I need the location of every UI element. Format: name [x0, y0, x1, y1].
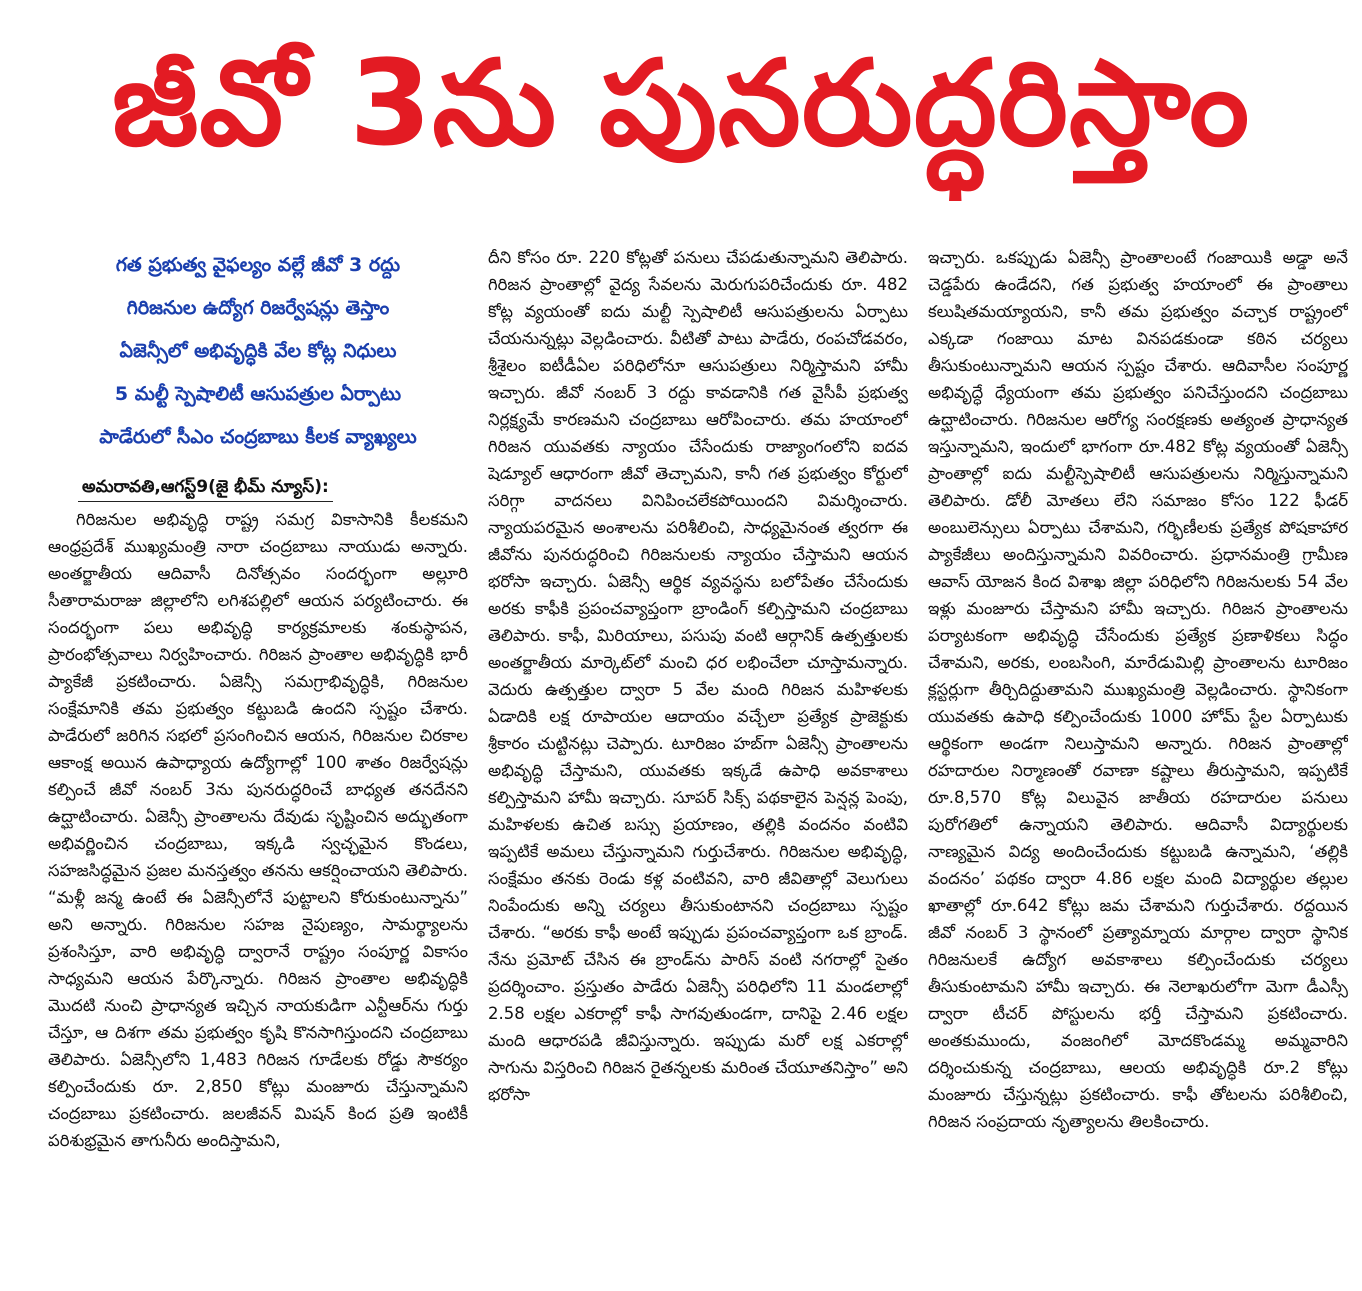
article-column-3	[928, 244, 1348, 1279]
article-column-1	[48, 244, 468, 1279]
highlight-item: ఏజెన్సీలో అభివృద్ధికి వేల కోట్ల నిధులు	[119, 340, 397, 362]
highlight-item: గత ప్రభుత్వ వైఫల్యం వల్లే జీవో 3 రద్దు	[115, 254, 401, 276]
article-text-column-2: దీని కోసం రూ. 220 కోట్లతో పనులు చేపడుతున్నామని తెలిపారు. గిరిజన ప్రాంతాల్లో వైద్య సేవలను మెరుగుపరిచేందుకు రూ. 482 కోట్ల వ్యయంతో ఐదు మల్టీ స్పెషాలిటీ ఆసుపత్రులను ఏర్పాటు చేయనున్నట్లు వెల్లడించారు. వీటితో పాటు పాడేరు, రంపచోడవరం, శ్రీశైలం ఐటీడీఏల పరిధిలోనూ ఆసుపత్రులు నిర్మిస్తామని హామీ ఇచ్చారు. జీవో నంబర్ 3 రద్దు కావడానికి గత వైసీపీ ప్రభుత్వ నిర్లక్ష్యమే కారణమని చంద్రబాబు ఆరోపించారు. తమ హయాంలో గిరిజన యువతకు న్యాయం చేసేందుకు రాజ్యాంగంలోని ఐదవ షెడ్యూల్ ఆధారంగా జీవో తెచ్చామని, కానీ గత ప్రభుత్వం కోర్టులో సరిగ్గా వాదనలు వినిపించలేకపోయిందని విమర్శించారు. న్యాయపరమైన అంశాలను పరిశీలించి, సాధ్యమైనంత త్వరగా ఈ జీవోను పునరుద్ధరించి గిరిజనులకు న్యాయం చేస్తామని ఆయన భరోసా ఇచ్చారు. ఏజెన్సీ ఆర్థిక వ్యవస్థను బలోపేతం చేసేందుకు అరకు కాఫీకి ప్రపంచవ్యాప్తంగా బ్రాండింగ్ కల్పిస్తామని చంద్రబాబు తెలిపారు. కాఫీ, మిరియాలు, పసుపు వంటి ఆర్గానిక్ ఉత్పత్తులకు అంతర్జాతీయ మార్కెట్‌లో మంచి ధర లభించేలా చూస్తామన్నారు. వెదురు ఉత్పత్తుల ద్వారా 5 వేల మంది గిరిజన మహిళలకు ఏడాదికి లక్ష రూపాయల ఆదాయం వచ్చేలా ప్రత్యేక ప్రాజెక్టుకు శ్రీకారం చుట్టినట్లు చెప్పారు. టూరిజం హబ్‌గా ఏజెన్సీ ప్రాంతాలను అభివృద్ధి చేస్తామని, యువతకు ఇక్కడే ఉపాధి అవకాశాలు కల్పిస్తామని హామీ ఇచ్చారు. సూపర్ సిక్స్ పథకాలైన పెన్షన్ల పెంపు, మహిళలకు ఉచిత బస్సు ప్రయాణం, తల్లికి వందనం వంటివి ఇప్పటికే అమలు చేస్తున్నామని గుర్తుచేశారు. గిరిజనుల అభివృద్ధి, సంక్షేమం తనకు రెండు కళ్ల వంటివని, వారి జీవితాల్లో వెలుగులు నింపేందుకు అన్ని చర్యలు తీసుకుంటానని చంద్రబాబు స్పష్టం చేశారు. “అరకు కాఫీ అంటే ఇప్పుడు ప్రపంచవ్యాప్తంగా ఒక బ్రాండ్. నేను ప్రమోట్ చేసిన ఈ బ్రాండ్‌ను పారిస్ వంటి నగరాల్లో సైతం ప్రదర్శించాం. ప్రస్తుతం పాడేరు ఏజెన్సీ పరిధిలోని 11 మండలాల్లో 2.58 లక్షల ఎకరాల్లో కాఫీ సాగవుతుండగా, దానిపై 2.46 లక్షల మంది ఆధారపడి జీవిస్తున్నారు. ఇప్పుడు మరో లక్ష ఎకరాల్లో సాగును విస్తరించి గిరిజన రైతన్నలకు మరింత చేయూతనిస్తాం” అని భరోసా	[488, 248, 908, 1104]
highlights-list	[48, 244, 468, 459]
highlight-item: గిరిజనుల ఉద్యోగ రిజర్వేషన్లు తెస్తాం	[126, 297, 390, 319]
highlight-item: 5 మల్టీ స్పెషాలిటీ ఆసుపత్రుల ఏర్పాటు	[114, 383, 402, 405]
dateline: అమరావతి,ఆగస్ట్9(జై భీమ్ న్యూస్):	[78, 473, 333, 502]
article-text-column-1: గిరిజనుల అభివృద్ధి రాష్ట్ర సమగ్ర వికాసానికి కీలకమని ఆంధ్రప్రదేశ్ ముఖ్యమంత్రి నారా చంద్రబాబు నాయుడు అన్నారు. అంతర్జాతీయ ఆదివాసీ దినోత్సవం సందర్భంగా అల్లూరి సీతారామరాజు జిల్లాలోని లగిశపల్లిలో ఆయన పర్యటించారు. ఈ సందర్భంగా పలు అభివృద్ధి కార్యక్రమాలకు శంకుస్థాపన, ప్రారంభోత్సవాలు నిర్వహించారు. గిరిజన ప్రాంతాల అభివృద్ధికి భారీ ప్యాకేజీ ప్రకటించారు. ఏజెన్సీ సమగ్రాభివృద్ధికి, గిరిజనుల సంక్షేమానికి తమ ప్రభుత్వం కట్టుబడి ఉందని స్పష్టం చేశారు. పాడేరులో జరిగిన సభలో ప్రసంగించిన ఆయన, గిరిజనుల చిరకాల ఆకాంక్ష అయిన ఉపాధ్యాయ ఉద్యోగాల్లో 100 శాతం రిజర్వేషన్లు కల్పించే జీవో నంబర్ 3ను పునరుద్ధరించే బాధ్యత తనదేనని ఉద్ఘాటించారు. ఏజెన్సీ ప్రాంతాలను దేవుడు సృష్టించిన అద్భుతంగా అభివర్ణించిన చంద్రబాబు, ఇక్కడి స్వచ్ఛమైన కొండలు, సహజసిద్ధమైన ప్రజల మనస్తత్వం తనను ఆకర్షించాయని తెలిపారు. “మళ్లీ జన్మ ఉంటే ఈ ఏజెన్సీలోనే పుట్టాలని కోరుకుంటున్నాను” అని అన్నారు. గిరిజనుల సహజ నైపుణ్యం, సామర్థ్యాలను ప్రశంసిస్తూ, వారి అభివృద్ధి ద్వారానే రాష్ట్రం సంపూర్ణ వికాసం సాధ్యమని ఆయన పేర్కొన్నారు. గిరిజన ప్రాంతాల అభివృద్ధికి మొదటి నుంచి ప్రాధాన్యత ఇచ్చిన నాయకుడిగా ఎన్టీఆర్‌ను గుర్తు చేస్తూ, ఆ దిశగా తమ ప్రభుత్వం కృషి కొనసాగిస్తుందని చంద్రబాబు తెలిపారు. ఏజెన్సీలోని 1,483 గిరిజన గూడేలకు రోడ్డు సౌకర్యం కల్పించేందుకు రూ. 2,850 కోట్లు మంజూరు చేస్తున్నామని చంద్రబాబు ప్రకటించారు. జలజీవన్ మిషన్ కింద ప్రతి ఇంటికీ పరిశుభ్రమైన తాగునీరు అందిస్తామని,	[48, 510, 468, 1150]
article-text-column-3: ఇచ్చారు. ఒకప్పుడు ఏజెన్సీ ప్రాంతాలంటే గంజాయికి అడ్డా అనే చెడ్డపేరు ఉండేదని, గత ప్రభుత్వ హయాంలో ఈ ప్రాంతాలు కలుషితమయ్యాయని, కానీ తమ ప్రభుత్వం వచ్చాక రాష్ట్రంలో ఎక్కడా గంజాయి మాట వినపడకుండా కఠిన చర్యలు తీసుకుంటున్నామని ఆయన స్పష్టం చేశారు. ఆదివాసీల సంపూర్ణ అభివృద్ధే ధ్యేయంగా తమ ప్రభుత్వం పనిచేస్తుందని చంద్రబాబు ఉద్ఘాటించారు. గిరిజనుల ఆరోగ్య సంరక్షణకు అత్యంత ప్రాధాన్యత ఇస్తున్నామని, ఇందులో భాగంగా రూ.482 కోట్ల వ్యయంతో ఏజెన్సీ ప్రాంతాల్లో ఐదు మల్టీస్పెషాలిటీ ఆసుపత్రులను నిర్మిస్తున్నామని తెలిపారు. డోలీ మోతలు లేని సమాజం కోసం 122 ఫీడర్ అంబులెన్సులు ఏర్పాటు చేశామని, గర్భిణీలకు ప్రత్యేక పోషకాహార ప్యాకేజీలు అందిస్తున్నామని వివరించారు. ప్రధానమంత్రి గ్రామీణ ఆవాస్ యోజన కింద విశాఖ జిల్లా పరిధిలోని గిరిజనులకు 54 వేల ఇళ్లు మంజూరు చేస్తామని హామీ ఇచ్చారు. గిరిజన ప్రాంతాలను పర్యాటకంగా అభివృద్ధి చేసేందుకు ప్రత్యేక ప్రణాళికలు సిద్ధం చేశామని, అరకు, లంబసింగి, మారేడుమిల్లి ప్రాంతాలను టూరిజం క్లస్టర్లుగా తీర్చిదిద్దుతామని ముఖ్యమంత్రి వెల్లడించారు. స్థానికంగా యువతకు ఉపాధి కల్పించేందుకు 1000 హోమ్ స్టేల ఏర్పాటుకు ఆర్థికంగా అండగా నిలుస్తామని అన్నారు. గిరిజన ప్రాంతాల్లో రహదారుల నిర్మాణంతో రవాణా కష్టాలు తీరుస్తామని, ఇప్పటికే రూ.8,570 కోట్ల విలువైన జాతీయ రహదారుల పనులు పురోగతిలో ఉన్నాయని తెలిపారు. ఆదివాసీ విద్యార్థులకు నాణ్యమైన విద్య అందించేందుకు కట్టుబడి ఉన్నామని, ‘తల్లికి వందనం’ పథకం ద్వారా 4.86 లక్షల మంది విద్యార్థుల తల్లుల ఖాతాల్లో రూ.642 కోట్లు జమ చేశామని గుర్తుచేశారు. రద్దయిన జీవో నంబర్ 3 స్థానంలో ప్రత్యామ్నాయ మార్గాల ద్వారా స్థానిక గిరిజనులకే ఉద్యోగ అవకాశాలు కల్పించేందుకు చర్యలు తీసుకుంటామని హామీ ఇచ్చారు. ఈ నెలాఖరులోగా మెగా డీఎస్సీ ద్వారా టీచర్ పోస్టులను భర్తీ చేస్తామని ప్రకటించారు. అంతకుముందు, వంజంగిలో మోదకొండమ్మ అమ్మవారిని దర్శించుకున్న చంద్రబాబు, ఆలయ అభివృద్ధికి రూ.2 కోట్లు మంజూరు చేస్తున్నట్లు ప్రకటించారు. కాఫీ తోటలను పరిశీలించి, గిరిజన సంప్రదాయ నృత్యాలను తిలకించారు.	[928, 248, 1348, 1131]
headline: జీవో 3ను పునరుద్ధరిస్తాం	[111, 34, 1251, 172]
highlight-item: పాడేరులో సీఎం చంద్రబాబు కీలక వ్యాఖ్యలు	[99, 426, 417, 448]
article-column-2	[488, 244, 908, 1279]
